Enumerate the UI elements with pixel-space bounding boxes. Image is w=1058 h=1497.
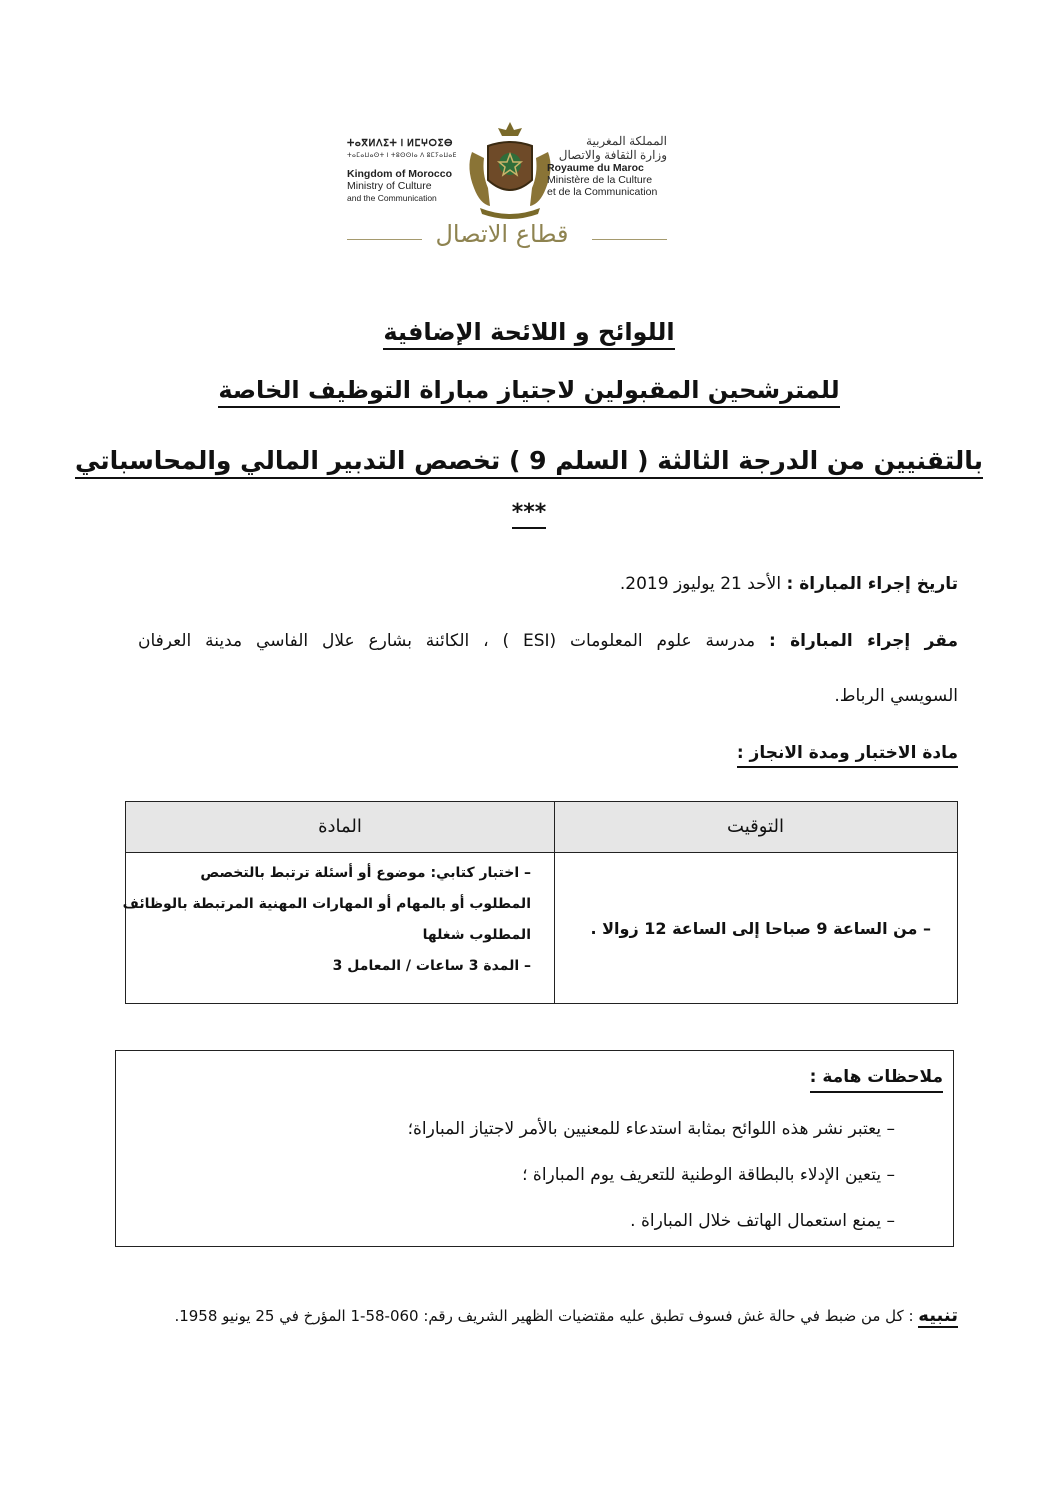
title-line-1: اللوائح و اللائحة الإضافية — [0, 318, 1058, 346]
subject-line-2: المطلوب أو بالمهام أو المهارات المهنية المرتبطة بالوظائف — [122, 896, 531, 912]
exam-place-line-1: مدرسة علوم المعلومات (ESI ) ، الكائنة بشارع علال الفاسي مدينة العرفان — [138, 631, 769, 651]
title-line-3: بالتقنيين من الدرجة الثالثة ( السلم 9 ) تخصص التدبير المالي والمحاسباتي — [0, 446, 1058, 475]
logo-right-text — [547, 134, 667, 198]
logo-left-text — [347, 138, 467, 204]
exam-date — [620, 574, 958, 594]
exam-date-label: تاريخ إجراء المباراة : — [786, 574, 958, 594]
tifinagh-line-2: ⵜⴰⵎⴰⵡⴰⵙⵜ ⵏ ⵜⵓⵙⵙⵏⴰ ⴷ ⵓⵎⵢⴰⵡⴰⴹ — [347, 153, 457, 159]
title-line-2: للمترشحين المقبولين لاجتياز مباراة التوظيف الخاصة — [0, 376, 1058, 404]
header-subject: المادة — [318, 816, 362, 837]
ar-line-1: المملكة المغربية — [586, 134, 667, 148]
note-item: – يتعين الإدلاء بالبطاقة الوطنية للتعريف يوم المباراة ؛ — [522, 1165, 895, 1185]
note-item: – يعتبر نشر هذه اللوائح بمثابة استدعاء للمعنيين بالأمر لاجتياز المباراة؛ — [407, 1119, 895, 1139]
fr-line-2: Ministère de la Culture — [547, 174, 653, 186]
subject-heading: مادة الاختبار ومدة الانجاز : — [737, 743, 958, 763]
subject-line-4: – المدة 3 ساعات / المعامل 3 — [332, 958, 531, 974]
en-line-1: Kingdom of Morocco — [347, 168, 452, 180]
title-stars: *** — [0, 500, 1058, 525]
note-item: – يمنع استعمال الهاتف خلال المباراة . — [630, 1211, 895, 1231]
sector-banner — [332, 220, 727, 256]
header-time: التوقيت — [727, 816, 784, 837]
warning-note — [174, 1305, 958, 1326]
coat-of-arms-icon — [460, 118, 560, 223]
en-line-3: and the Communication — [347, 193, 437, 203]
warning-text: : كل من ضبط في حالة غش فسوف تطبق عليه مقتضيات الظهير الشريف رقم: 060-58-1 المؤرخ في 25 يونيو 1958. — [174, 1307, 919, 1325]
tifinagh-line-1: ⵜⴰⴳⵍⴷⵉⵜ ⵏ ⵍⵎⵖⵔⵉⴱ — [347, 138, 453, 149]
exam-table — [122, 801, 958, 1004]
exam-place-line-2: السويسي الرباط. — [834, 686, 958, 706]
fr-line-3: et de la Communication — [547, 186, 658, 198]
warning-label: تنبيه — [918, 1305, 958, 1326]
time-cell: – من الساعة 9 صباحا إلى الساعة 12 زوالا . — [590, 918, 931, 938]
divider — [592, 239, 667, 240]
sector-name: قطاع الاتصال — [435, 220, 569, 248]
fr-line-1: Royaume du Maroc — [547, 162, 644, 174]
notes-title: ملاحظات هامة : — [810, 1067, 943, 1093]
subject-cell — [122, 858, 531, 982]
divider — [347, 239, 422, 240]
exam-date-value: الأحد 21 يوليوز 2019. — [619, 574, 787, 594]
ar-line-2: وزارة الثقافة والاتصال — [558, 148, 667, 162]
exam-place — [138, 631, 958, 651]
notes-box — [115, 1050, 954, 1247]
subject-line-3: المطلوب شغلها — [422, 927, 531, 943]
subject-line-1: – اختبار كتابي: موضوع أو أسئلة ترتبط بالتخصص — [200, 865, 531, 881]
exam-place-label: مقر إجراء المباراة : — [768, 631, 958, 651]
column-divider — [554, 802, 555, 1003]
en-line-2: Ministry of Culture — [347, 180, 432, 192]
ministry-logo — [332, 108, 727, 258]
